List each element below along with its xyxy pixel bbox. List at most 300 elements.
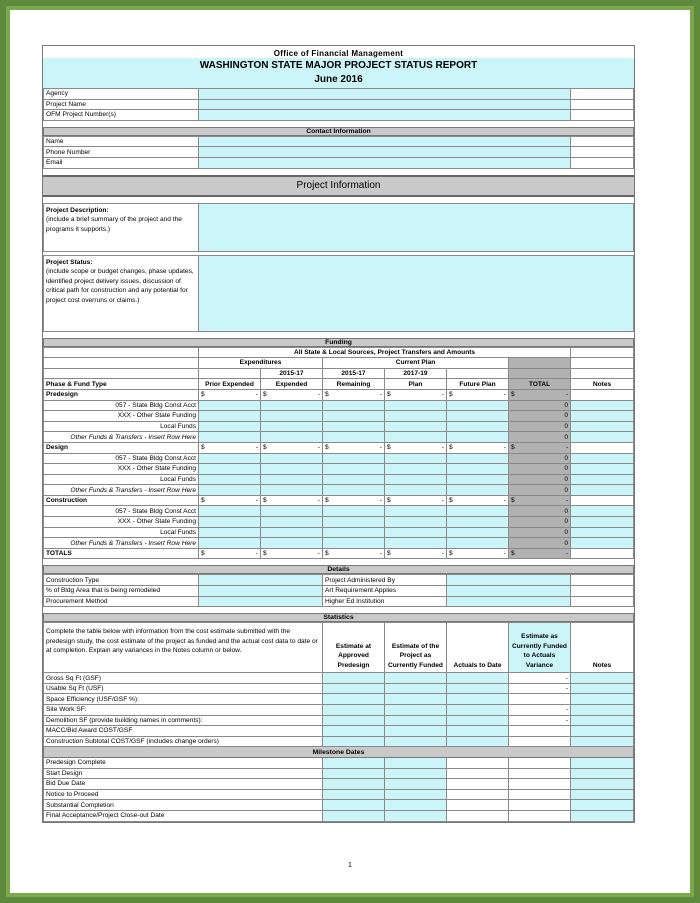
amount-cell[interactable]	[199, 389, 261, 400]
fund-input[interactable]	[447, 506, 509, 517]
report-date: June 2016	[43, 73, 634, 88]
variance-value	[509, 726, 571, 737]
fund-total-cell: 0	[509, 453, 571, 464]
dollar-sign: $	[201, 497, 205, 505]
amount-cell[interactable]	[199, 548, 261, 559]
dollar-sign: $	[387, 497, 391, 505]
dash-value: -	[255, 444, 258, 452]
dash-value: -	[503, 497, 506, 505]
funding-table	[43, 347, 634, 560]
year-header-expended: 2015-17	[261, 368, 323, 379]
statistic-label: Construction Subtotal COST/GSF (includes change orders)	[44, 736, 323, 747]
fund-input[interactable]	[323, 453, 385, 464]
milestone-funded-field[interactable]	[385, 779, 447, 790]
dash-value: -	[317, 550, 320, 558]
fund-input[interactable]	[385, 527, 447, 538]
milestone-row	[44, 800, 634, 811]
fund-notes-cell[interactable]	[571, 432, 634, 443]
milestone-notes-field[interactable]	[571, 779, 634, 790]
total-amount-cell[interactable]	[509, 495, 571, 506]
milestone-predesign-field[interactable]	[323, 768, 385, 779]
fund-input[interactable]	[385, 464, 447, 475]
funded-estimate-field[interactable]	[385, 694, 447, 705]
statistic-notes-field[interactable]	[571, 683, 634, 694]
notes-cell[interactable]	[571, 495, 634, 506]
actuals-field[interactable]	[447, 673, 509, 684]
statistics-row	[44, 673, 634, 684]
fund-input[interactable]	[261, 527, 323, 538]
amount-cell[interactable]	[385, 548, 447, 559]
fund-input[interactable]	[199, 485, 261, 496]
office-name: Office of Financial Management	[273, 49, 404, 58]
dollar-sign: $	[387, 444, 391, 452]
fund-input[interactable]	[323, 421, 385, 432]
phase-label: Design	[44, 442, 199, 453]
project-name-label: Project Name	[44, 99, 199, 110]
fund-input[interactable]	[447, 527, 509, 538]
agency-field[interactable]	[199, 89, 571, 100]
details-heading: Details	[43, 565, 634, 574]
milestone-notes-field[interactable]	[571, 810, 634, 821]
fund-input[interactable]	[199, 432, 261, 443]
fund-input[interactable]	[323, 527, 385, 538]
fund-input[interactable]	[385, 474, 447, 485]
amount-cell[interactable]	[323, 389, 385, 400]
amount-cell[interactable]	[447, 442, 509, 453]
milestone-variance-field	[509, 768, 571, 779]
funded-estimate-field[interactable]	[385, 683, 447, 694]
amount-cell[interactable]	[199, 442, 261, 453]
funded-estimate-field[interactable]	[385, 736, 447, 747]
fund-input[interactable]	[385, 432, 447, 443]
fund-input[interactable]	[323, 464, 385, 475]
amount-cell[interactable]	[261, 495, 323, 506]
fund-notes-cell[interactable]	[571, 400, 634, 411]
milestone-variance-field	[509, 800, 571, 811]
funded-estimate-field[interactable]	[385, 673, 447, 684]
amount-cell[interactable]	[447, 548, 509, 559]
fund-row	[44, 453, 634, 464]
dollar-sign: $	[511, 391, 515, 399]
dollar-sign: $	[263, 391, 267, 399]
milestones-heading: Milestone Dates	[44, 747, 634, 758]
amount-cell[interactable]	[261, 548, 323, 559]
dollar-sign: $	[201, 444, 205, 452]
fund-total-cell: 0	[509, 506, 571, 517]
fund-row	[44, 400, 634, 411]
milestone-notes-field[interactable]	[571, 789, 634, 800]
funding-subheading: All State & Local Sources, Project Transfers and Amounts	[199, 347, 571, 358]
expended-header: Expended	[261, 379, 323, 390]
notes-cell[interactable]	[571, 389, 634, 400]
statistics-table	[43, 622, 634, 821]
phase-label: Predesign	[44, 389, 199, 400]
fund-notes-cell[interactable]	[571, 485, 634, 496]
dash-value: -	[379, 550, 382, 558]
fund-input[interactable]	[447, 453, 509, 464]
dash-value: -	[441, 391, 444, 399]
project-name-field[interactable]	[199, 99, 571, 110]
predesign-estimate-header: Estimate at Approved Predesign	[323, 623, 385, 673]
fund-input[interactable]	[385, 453, 447, 464]
statistics-row	[44, 715, 634, 726]
amount-cell[interactable]	[385, 495, 447, 506]
totals-row	[44, 548, 634, 559]
dollar-sign: $	[449, 444, 453, 452]
actuals-field[interactable]	[447, 726, 509, 737]
fund-input[interactable]	[199, 411, 261, 422]
amount-cell[interactable]	[447, 389, 509, 400]
fund-input[interactable]	[385, 485, 447, 496]
agency-table	[43, 88, 634, 121]
milestone-notes-field[interactable]	[571, 757, 634, 768]
fund-type-label: Other Funds & Transfers - Insert Row Here	[44, 432, 199, 443]
fund-input[interactable]	[323, 432, 385, 443]
milestone-actuals-field[interactable]	[447, 757, 509, 768]
milestone-actuals-field[interactable]	[447, 810, 509, 821]
amount-cell[interactable]	[323, 495, 385, 506]
fund-input[interactable]	[323, 474, 385, 485]
amount-cell[interactable]	[323, 442, 385, 453]
dash-value: -	[441, 550, 444, 558]
procurement-method-field[interactable]	[199, 596, 323, 607]
variance-value: -	[509, 673, 571, 684]
actuals-field[interactable]	[447, 705, 509, 716]
fund-input[interactable]	[261, 453, 323, 464]
fund-notes-cell[interactable]	[571, 517, 634, 528]
milestone-actuals-field[interactable]	[447, 800, 509, 811]
fund-total-cell: 0	[509, 400, 571, 411]
contact-name-label: Name	[44, 136, 199, 147]
project-info-table	[43, 203, 634, 332]
dash-value: -	[441, 444, 444, 452]
variance-value: -	[509, 715, 571, 726]
contact-table	[43, 136, 634, 169]
predesign-estimate-field[interactable]	[323, 673, 385, 684]
fund-type-label: XXX - Other State Funding	[44, 517, 199, 528]
dash-value: -	[255, 391, 258, 399]
fund-input[interactable]	[447, 485, 509, 496]
fund-input[interactable]	[261, 411, 323, 422]
statistic-notes-field[interactable]	[571, 715, 634, 726]
fund-input[interactable]	[261, 432, 323, 443]
predesign-estimate-field[interactable]	[323, 736, 385, 747]
milestone-funded-field[interactable]	[385, 800, 447, 811]
fund-type-label: Local Funds	[44, 421, 199, 432]
notes-header: Notes	[571, 379, 634, 390]
contact-name-field[interactable]	[199, 136, 571, 147]
statistic-notes-field[interactable]	[571, 726, 634, 737]
dollar-sign: $	[325, 444, 329, 452]
actuals-field[interactable]	[447, 694, 509, 705]
project-description-cell	[44, 203, 199, 251]
predesign-estimate-field[interactable]	[323, 715, 385, 726]
dash-value: -	[565, 497, 569, 505]
construction-type-field[interactable]	[199, 575, 323, 586]
funded-estimate-header: Estimate of the Project as Currently Funded	[385, 623, 447, 673]
dollar-sign: $	[449, 391, 453, 399]
fund-input[interactable]	[323, 485, 385, 496]
dash-value: -	[379, 497, 382, 505]
fund-input[interactable]	[447, 400, 509, 411]
milestone-funded-field[interactable]	[385, 789, 447, 800]
fund-notes-cell[interactable]	[571, 538, 634, 549]
actuals-field[interactable]	[447, 736, 509, 747]
funded-estimate-field[interactable]	[385, 715, 447, 726]
statistics-row	[44, 736, 634, 747]
fund-input[interactable]	[199, 453, 261, 464]
predesign-estimate-field[interactable]	[323, 726, 385, 737]
fund-total-cell: 0	[509, 517, 571, 528]
fund-input[interactable]	[261, 464, 323, 475]
milestone-label: Final Acceptance/Project Close-out Date	[44, 810, 323, 821]
higher-ed-field[interactable]	[447, 596, 571, 607]
project-status-help: (include scope or budget changes, phase updates, identified project delivery issues, discussion of critical path for construction and any potential for project cost overruns or claims.)	[46, 268, 194, 304]
fund-notes-cell[interactable]	[571, 527, 634, 538]
actuals-header: Actuals to Date	[447, 623, 509, 673]
fund-input[interactable]	[323, 538, 385, 549]
variance-value	[509, 736, 571, 747]
actuals-field[interactable]	[447, 715, 509, 726]
dollar-sign: $	[511, 550, 515, 558]
statistic-notes-field[interactable]	[571, 736, 634, 747]
amount-cell[interactable]	[447, 495, 509, 506]
total-amount-cell[interactable]	[509, 548, 571, 559]
fund-notes-cell[interactable]	[571, 411, 634, 422]
milestone-funded-field[interactable]	[385, 810, 447, 821]
fund-input[interactable]	[447, 411, 509, 422]
fund-input[interactable]	[261, 421, 323, 432]
fund-input[interactable]	[199, 421, 261, 432]
future-plan-header: Future Plan	[447, 379, 509, 390]
total-amount-cell[interactable]	[509, 389, 571, 400]
fund-input[interactable]	[199, 538, 261, 549]
dollar-sign: $	[263, 444, 267, 452]
statistics-notes-header: Notes	[571, 623, 634, 673]
phase-row	[44, 495, 634, 506]
statistic-label: MACC/Bid Award COST/GSF	[44, 726, 323, 737]
amount-cell[interactable]	[385, 442, 447, 453]
fund-type-label: XXX - Other State Funding	[44, 411, 199, 422]
fund-input[interactable]	[385, 506, 447, 517]
statistic-label: Usable Sq Ft (USF)	[44, 683, 323, 694]
fund-input[interactable]	[199, 527, 261, 538]
dash-value: -	[503, 391, 506, 399]
fund-total-cell: 0	[509, 421, 571, 432]
ofm-number-label: OFM Project Number(s)	[44, 110, 199, 121]
fund-input[interactable]	[385, 400, 447, 411]
notes-cell[interactable]	[571, 442, 634, 453]
fund-input[interactable]	[261, 474, 323, 485]
contact-heading: Contact Information	[43, 127, 634, 136]
milestone-variance-field	[509, 810, 571, 821]
amount-cell[interactable]	[385, 389, 447, 400]
funded-estimate-field[interactable]	[385, 705, 447, 716]
page-number: 1	[348, 862, 352, 869]
dash-value: -	[317, 444, 320, 452]
milestone-predesign-field[interactable]	[323, 800, 385, 811]
statistic-notes-field[interactable]	[571, 694, 634, 705]
prior-expended-header: Prior Expended	[199, 379, 261, 390]
project-status-field[interactable]	[199, 255, 634, 331]
project-description-field[interactable]	[199, 203, 634, 251]
milestone-predesign-field[interactable]	[323, 810, 385, 821]
phase-label: Construction	[44, 495, 199, 506]
fund-type-label: XXX - Other State Funding	[44, 464, 199, 475]
year-header-plan: 2017-19	[385, 368, 447, 379]
milestone-label: Notice to Proceed	[44, 789, 323, 800]
statistics-heading: Statistics	[43, 613, 634, 622]
predesign-estimate-field[interactable]	[323, 705, 385, 716]
milestone-label: Bid Due Date	[44, 779, 323, 790]
fund-row	[44, 432, 634, 443]
fund-total-cell: 0	[509, 527, 571, 538]
contact-phone-field[interactable]	[199, 147, 571, 158]
fund-input[interactable]	[447, 538, 509, 549]
dash-value: -	[565, 550, 569, 558]
fund-input[interactable]	[261, 538, 323, 549]
fund-input[interactable]	[199, 474, 261, 485]
predesign-estimate-field[interactable]	[323, 694, 385, 705]
fund-notes-cell[interactable]	[571, 421, 634, 432]
amount-cell[interactable]	[323, 548, 385, 559]
milestone-predesign-field[interactable]	[323, 757, 385, 768]
statistic-label: Demolition SF (provide building names in comments):	[44, 715, 323, 726]
fund-input[interactable]	[385, 411, 447, 422]
statistics-intro: Complete the table below with information from the cost estimate submitted with the predesign study, the cost estimate of the project as funded and the actual cost data to date or at completion. Explain any variances in the Notes column or below.	[44, 623, 323, 673]
total-header: TOTAL	[509, 379, 571, 390]
funded-estimate-field[interactable]	[385, 726, 447, 737]
fund-type-label: Local Funds	[44, 474, 199, 485]
fund-input[interactable]	[323, 400, 385, 411]
fund-input[interactable]	[323, 506, 385, 517]
statistics-row	[44, 683, 634, 694]
notes-cell[interactable]	[571, 548, 634, 559]
fund-notes-cell[interactable]	[571, 453, 634, 464]
milestone-notes-field[interactable]	[571, 768, 634, 779]
art-requirement-label: Art Requirement Applies	[323, 586, 447, 597]
fund-total-cell: 0	[509, 485, 571, 496]
fund-input[interactable]	[323, 517, 385, 528]
milestone-label: Predesign Complete	[44, 757, 323, 768]
predesign-estimate-field[interactable]	[323, 683, 385, 694]
total-amount-cell[interactable]	[509, 442, 571, 453]
fund-row	[44, 538, 634, 549]
actuals-field[interactable]	[447, 683, 509, 694]
milestone-actuals-field[interactable]	[447, 779, 509, 790]
fund-input[interactable]	[385, 517, 447, 528]
funding-heading: Funding	[43, 338, 634, 347]
fund-input[interactable]	[261, 485, 323, 496]
variance-value	[509, 694, 571, 705]
statistic-notes-field[interactable]	[571, 673, 634, 684]
statistic-notes-field[interactable]	[571, 705, 634, 716]
fund-input[interactable]	[385, 421, 447, 432]
milestone-predesign-field[interactable]	[323, 789, 385, 800]
fund-input[interactable]	[199, 517, 261, 528]
dollar-sign: $	[325, 497, 329, 505]
fund-input[interactable]	[447, 421, 509, 432]
phase-row	[44, 389, 634, 400]
project-info-heading: Project Information	[43, 175, 634, 197]
remodel-percent-field[interactable]	[199, 586, 323, 597]
dash-value: -	[379, 391, 382, 399]
fund-input[interactable]	[199, 464, 261, 475]
fund-input[interactable]	[323, 411, 385, 422]
fund-input[interactable]	[447, 432, 509, 443]
art-requirement-field[interactable]	[447, 586, 571, 597]
amount-cell[interactable]	[261, 389, 323, 400]
report-sheet	[42, 45, 635, 823]
fund-input[interactable]	[199, 506, 261, 517]
milestone-variance-field	[509, 757, 571, 768]
fund-input[interactable]	[261, 517, 323, 528]
dash-value: -	[255, 550, 258, 558]
procurement-method-label: Procurement Method	[44, 596, 199, 607]
dash-value: -	[503, 550, 506, 558]
milestone-variance-field	[509, 789, 571, 800]
fund-notes-cell[interactable]	[571, 474, 634, 485]
milestone-label: Substantial Completion	[44, 800, 323, 811]
fund-input[interactable]	[447, 517, 509, 528]
dash-value: -	[565, 391, 569, 399]
statistics-row	[44, 705, 634, 716]
milestone-actuals-field[interactable]	[447, 768, 509, 779]
fund-total-cell: 0	[509, 538, 571, 549]
fund-row	[44, 464, 634, 475]
fund-total-cell: 0	[509, 411, 571, 422]
fund-input[interactable]	[261, 400, 323, 411]
fund-row	[44, 506, 634, 517]
report-title: WASHINGTON STATE MAJOR PROJECT STATUS REPORT	[43, 58, 634, 73]
milestone-funded-field[interactable]	[385, 768, 447, 779]
plan-header: Plan	[385, 379, 447, 390]
milestone-predesign-field[interactable]	[323, 779, 385, 790]
milestone-notes-field[interactable]	[571, 800, 634, 811]
milestone-funded-field[interactable]	[385, 757, 447, 768]
fund-row	[44, 527, 634, 538]
milestone-actuals-field[interactable]	[447, 789, 509, 800]
dollar-sign: $	[449, 550, 453, 558]
fund-type-label: 057 - State Bldg Const Acct	[44, 506, 199, 517]
dollar-sign: $	[387, 550, 391, 558]
dash-value: -	[503, 444, 506, 452]
fund-type-label: Local Funds	[44, 527, 199, 538]
amount-cell[interactable]	[199, 495, 261, 506]
higher-ed-label: Higher Ed Institution	[323, 596, 447, 607]
milestone-label: Start Design	[44, 768, 323, 779]
amount-cell[interactable]	[261, 442, 323, 453]
fund-input[interactable]	[385, 538, 447, 549]
project-status-label: Project Status:	[46, 258, 93, 266]
fund-input[interactable]	[261, 506, 323, 517]
fund-input[interactable]	[199, 400, 261, 411]
totals-label: TOTALS	[44, 548, 199, 559]
phase-fund-type-header: Phase & Fund Type	[44, 379, 199, 390]
fund-notes-cell[interactable]	[571, 506, 634, 517]
fund-input[interactable]	[447, 474, 509, 485]
fund-row	[44, 517, 634, 528]
milestone-row	[44, 779, 634, 790]
fund-type-label: Other Funds & Transfers - Insert Row Here	[44, 485, 199, 496]
fund-input[interactable]	[447, 464, 509, 475]
project-description-help: (include a brief summary of the project and the programs it supports.)	[46, 216, 182, 233]
current-plan-header: Current Plan	[323, 358, 509, 369]
ofm-number-field[interactable]	[199, 110, 571, 121]
administered-by-field[interactable]	[447, 575, 571, 586]
fund-notes-cell[interactable]	[571, 464, 634, 475]
contact-email-field[interactable]	[199, 157, 571, 168]
